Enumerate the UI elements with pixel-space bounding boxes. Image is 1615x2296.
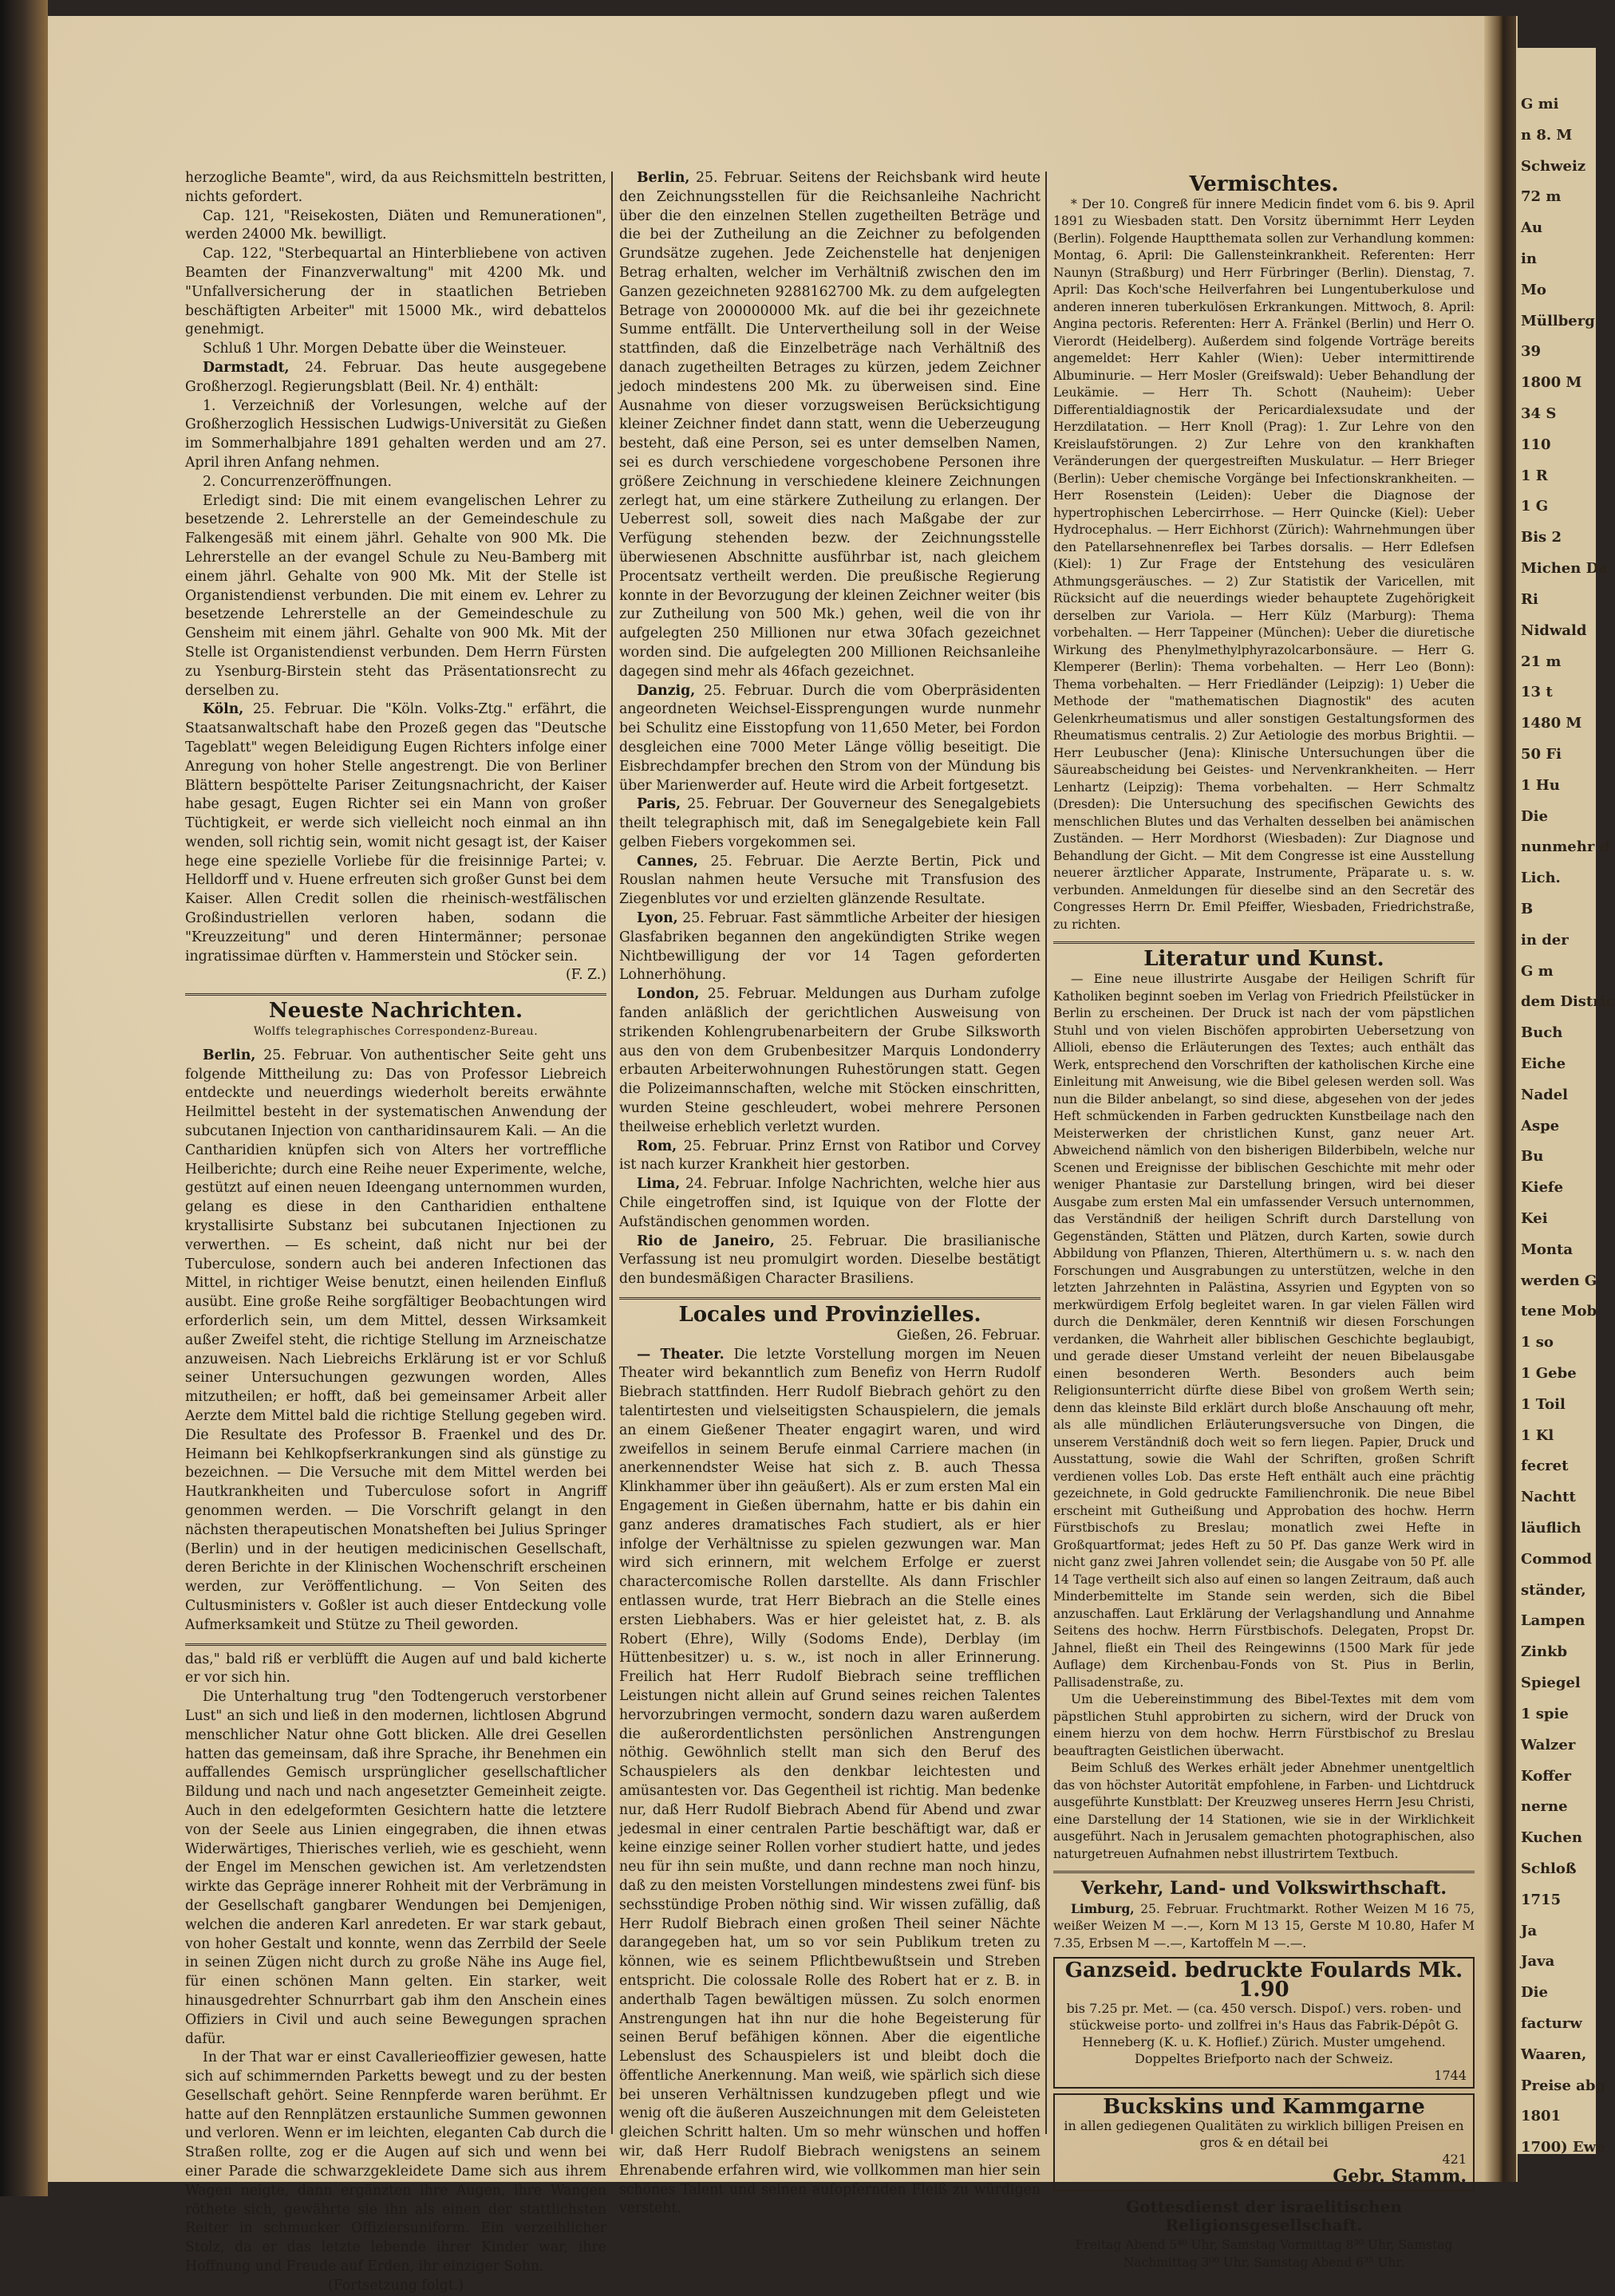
adjacent-page-text: Nachtt xyxy=(1521,1489,1576,1505)
column-rule xyxy=(611,172,613,2134)
adjacent-page-text: 13 t xyxy=(1521,684,1553,700)
adjacent-page-text: nunmehr d xyxy=(1521,838,1610,855)
dateline: London, xyxy=(637,986,700,1003)
source-signature: (F. Z.) xyxy=(566,967,606,984)
adjacent-page-text: Bu xyxy=(1521,1148,1544,1165)
article-text: 25. Februar. Durch die vom Oberpräsidenten angeordneten Weichsel-Eissprengungen wurde nunmehr bei Schulitz eine Eisstopfung von 11,650 Meter, bei Fordon desgleichen eine 7000 Meter Länge völlig beseitigt. Die Eisbrechdampfer brechen den Strom von der Mündung bis über Marienwerder auf. Heute wird die Arbeit fortgesetzt. xyxy=(619,682,1040,794)
adjacent-page-text: 1715 xyxy=(1521,1892,1562,1908)
section-heading: Neueste Nachrichten. xyxy=(268,999,523,1024)
adjacent-page-text: Lich. xyxy=(1521,870,1561,886)
dateline: Lima, xyxy=(637,1176,681,1193)
adjacent-page-text: werden G xyxy=(1521,1272,1597,1289)
news-item-lima xyxy=(619,1175,1040,1232)
section-rule xyxy=(619,1297,1040,1300)
adjacent-page-text: nerne xyxy=(1521,1798,1568,1815)
adjacent-page-text: 21 m xyxy=(1521,653,1562,670)
dateline: Danzig, xyxy=(637,682,696,699)
dateline: Köln, xyxy=(203,701,244,718)
article-text: * Der 10. Congreß für innere Medicin findet vom 6. bis 9. April 1891 zu Wiesbaden statt. Den Vorsitz übernimmt Herr Leyden (Berlin). Folgende Hauptthemata sollen zur Verhandlung kommen: Montag, 6. April: Die Gallensteinkrankheit. Referenten: Herr Naunyn (Straßburg) und Herr Fürbringer (Berlin). Dienstag, 7. April: Das Koch'sche Heilverfahren bei Lungentuberkulose und anderen inneren tuberkulösen Erkrankungen. Mittwoch, 8. April: Angina pectoris. Referenten: Herr A. Fränkel (Berlin) und Herr O. Vierordt (Heidelberg). Außerdem sind folgende Vorträge bereits angemeldet: Herr Kahler (Wien): Ueber intermittirende Albuminurie. — Herr Mosler (Greifswald): Ueber Behandlung der Leukämie. — Herr Th. Schott (Nauheim): Ueber Differentialdiagnostik der Pericardialexsudate und der Herzdilatation. — Herr Knoll (Prag): 1. Zur Lehre von den Kreislaufstörungen. 2) Zur Lehre von den krankhaften Veränderungen der quergestreiften Muskulatur. — Herr Brieger (Berlin): Ueber chemische Vorgänge bei Infectionskrankheiten. — Herr Rosenstein (Leiden): Ueber die Diagnose der hypertrophischen Lebercirrhose. — Herr Quincke (Kiel): Ueber Hydrocephalus. — Herr Eichhorst (Zürich): Wahrnehmungen über den Patellarsehnenreflex bei Tarbes dorsalis. — Herr Edlefsen (Kiel): 1) Zur Frage der Entstehung des vesiculären Athmungsgeräusches. — 2) Zur Statistik der Varicellen, mit Rücksicht auf die neuerdings wieder behauptete Zugehörigkeit derselben zur Variola. — Herr Külz (Marburg): Thema vorbehalten. — Herr Tappeiner (München): Ueber die diuretische Wirkung des Phenylmethylphyrazolcarbonsäure. — Herr G. Klemperer (Berlin): Thema vorbehalten. — Herr Leo (Bonn): Thema vorbehalten. — Herr Friedländer (Leipzig): 1) Ueber die Methode der "mathematischen Diagnostik" des acuten Gelenkrheumatismus und aller sonstigen Gestaltungsformen des Rheumatismus centralis. 2) Zur Aetiologie des morbus Brightii. — Herr Leubuscher (Jena): Klinische Untersuchungen über die Säureabscheidung bei Geistes- und Nervenkrankheiten. — Herr Lenhartz (Leipzig): Thema vorbehalten. — Herr Schmaltz (Dresden): Die Untersuchung des specifischen Gewichts des menschlichen Blutes und das Verhalten desselben bei anämischen Zuständen. — Herr Mordhorst (Wiesbaden): Zur Diagnose und Behandlung der Gicht. — Mit dem Congresse ist eine Ausstellung neuerer ärztlicher Apparate, Instrumente, Präparate u. s. w. verbunden. Anmeldungen für dieselbe sind an den Secretär des Congresses Herrn Dr. Emil Pfeiffer, Wiesbaden, Friedrichstraße, zu richten. xyxy=(1053,196,1475,932)
adjacent-page-text: 39 xyxy=(1521,343,1542,360)
news-item-berlin xyxy=(619,169,1040,682)
dateline: Rio de Janeiro, xyxy=(637,1233,775,1249)
service-times: Freitag Abend 5⁴⁰ Uhr, Samstag Vormittag 8³⁰ Uhr, Samstag Nachmittag 3⁰⁰ Uhr, Samstag Abend 6³⁵ Uhr. xyxy=(1075,2238,1453,2270)
market-report xyxy=(1053,1900,1475,1953)
adjacent-page-text: 110 xyxy=(1521,436,1551,453)
adjacent-page-text: 1801 xyxy=(1521,2108,1562,2124)
advertisement-foulards xyxy=(1053,1957,1475,2089)
dateline: — Theater. xyxy=(637,1346,725,1363)
news-item-paris xyxy=(619,795,1040,852)
article-text: Die letzte Vorstellung morgen im Neuen Theater wird bekanntlich zum Benefiz von Herrn Rudolf Biebrach stattfinden. Herr Rudolf Biebrach gehört zu den talentirtesten und vielseitigsten Schauspielern, die jemals an einem Gießener Theater engagirt waren, und wird zweifellos in seinem Berufe einmal Carriere machen (in anerkennendster Weise hat sich z. B. auch Thessa Klinkhammer über ihn geäußert). Als er zum ersten Mal ein Engagement in Gießen übernahm, hatte er bis dahin ein ganz anderes dramatisches Fach studiert, als er hier infolge der Verhältnisse zu spielen gezwungen war. Man wird sich erinnern, mit welchem Erfolge er zuerst charactercomische Rollen darstellte. Als dann Frischler entlassen wurde, trat Herr Biebrach an die Stelle eines ersten Liebhabers. Was er hier geleistet hat, z. B. als Robert (Ehre), Willy (Sodoms Ende), Derblay (im Hüttenbesitzer) u. s. w., ist noch in aller Erinnerung. Freilich hat Herr Rudolf Biebrach seine trefflichen Leistungen nicht allein auf Grund seines reichen Talentes hervorzubringen vermocht, sondern dazu waren außerdem die außerordentlichsten persönlichen Anstrengungen nöthig. Gewöhnlich stellt man sich den Beruf des Schauspielers als den denkbar leichtesten und amüsantesten vor. Das Gegentheil ist richtig. Man bedenke nur, daß Herr Rudolf Biebrach Abend für Abend und zwar jedesmal in einer centralen Partie beschäftigt war, daß er keine einzige seiner Rollen vorher studiert hatte, und jedes neu für ihn sein mußte, und dann rechne man noch hinzu, daß zu den meisten Vorstellungen mindestens zwei fünf- bis sechsstündige Proben nöthig sind. Wir wissen zufällig, daß Herr Rudolf Biebrach einen großen Theil seiner Nächte darangegeben hat, um so vor sein Publikum treten zu können, wie es seinem Pflichtbewußtsein und Streben entspricht. Die colossale Rolle des Robert hat er z. B. in anderthalb Tagen bewältigen müssen. Zu solch enormen Anstrengungen hat ihn nur die hohe Begeisterung für seinen Beruf befähigen können. Aber die eigentliche Lebenslust des Schauspielers ist und bleibt doch die öffentliche Anerkennung. Man weiß, wie spärlich sich diese bei unseren Verhältnissen kundzugeben pflegt und wie wenig oft die äußeren Auszeichnungen mit dem Geleisteten gleichen Schritt halten. Um so mehr wünschen und hoffen wir, daß Herr Rudolf Biebrach wenigstens an seinem Ehrenabende erfahren wird, wie vollkommen man hier sein schönes Talent und seinen aufopfernden Fleiß zu würdigen versteht. xyxy=(619,1346,1040,2217)
adjacent-page-text: tene Mob xyxy=(1521,1303,1597,1320)
news-item-lyon xyxy=(619,909,1040,985)
article-text: — Eine neue illustrirte Ausgabe der Heiligen Schrift für Katholiken beginnt soeben im Verlag von Friedrich Pfeilstücker in Berlin zu erscheinen. Der Druck ist nach der vom päpstlichen Stuhl und von vielen Bischöfen approbirten Uebersetzung von Allioli, ebenso die Erläuterungen des Textes; auch enthält das Werk, entsprechend den Vorschriften der katholischen Kirche eine Einleitung mit Anweisung, wie die Bibel gelesen werden soll. Was nun die Bilder anbelangt, so sind diese, abgesehen von der jedes Heft schmückenden in Farben gedruckten Kunstbeilage nach den Meisterwerken der christlichen Kunst, ganz neuer Art. Abweichend nämlich von den bisherigen Bilderbibeln, welche nur Scenen und Ereignisse der biblischen Geschichte mit mehr oder weniger Phantasie zur Darstellung bringen, wird bei dieser Ausgabe zum ersten Mal ein umfassender Versuch unternommen, das Verständniß der heiligen Schrift durch Darstellung von Gegenständen, Stätten und Plätzen, durch Karten, sowie durch Abbildung von Pflanzen, Thieren, Alterthümern u. s. w. nach den Forschungen und Ausgrabungen zu unterstützen, welche in den letzten Jahrzehnten in Palästina, Assyrien und Egypten von so merkwürdigem Erfolg begleitet waren. In gar vielen Fällen wird durch die Denkmäler, deren Kenntniß wir diesen Forschungen verdanken, die Wahrheit aller biblischen Geschichte beglaubigt, und gerade dieser Umstand verleiht der neuen Bibelausgabe einen besonderen Werth. Besonders auch beim Religionsunterricht dürfte diese Bibel von großem Werth sein; denn das kleinste Bild erklärt durch bloße Anschauung oft mehr, als alle mündlichen Erläuterungsversuche von Dingen, die unserem Verständniß doch weit so fern liegen. Papier, Druck und Ausstattung, sowie die Wahl der Schriften, großen Schrift verdienen volles Lob. Das erste Heft enthält auch eine prächtig gezeichnete, in Gold gedruckte Familienchronik. Die neue Bibel erscheint mit Gutheißung und Approbation des hochw. Herrn Fürstbischofs zu Breslau; monatlich zwei Hefte in Großquartformat; jedes Heft zu 50 Pf. Das ganze Werk wird in nicht ganz zwei Jahren vollendet sein; die Ausgabe von 50 Pf. alle 14 Tage vertheilt sich also auf einen so langen Zeitraum, daß auch Minderbemittelte im Stande sein werden, sich die Bibel anzuschaffen. Laut Erklärung der Verlagshandlung und Annahme Seitens des hochw. Herrn Fürstbischofs. Delegaten, Propst Dr. Jahnel, fließt ein Theil des Reingewinns (1500 Mark für jede Auflage) dem Kirchenbau-Fonds von St. Pius in Berlin, Pallisadenstraße, zu. xyxy=(1053,972,1475,1690)
adjacent-page-text: 1 Toil xyxy=(1521,1396,1566,1413)
section-subheading: Wolffs telegraphisches Correspondenz-Bureau. xyxy=(253,1025,539,1039)
news-item-rio xyxy=(619,1233,1040,1289)
column-rule xyxy=(1045,172,1047,2134)
news-item-danzig xyxy=(619,682,1040,796)
adjacent-page-text: fecret xyxy=(1521,1458,1569,1474)
article-text: herzogliche Beamte", wird, da aus Reichsmitteln bestritten, nichts gefordert. xyxy=(185,170,606,205)
article-text: Cap. 122, "Sterbequartal an Hinterbliebene von activen Beamten der Finanzverwaltung" mit 4200 Mk. und "Unfallversicherung der in staatlichen Betrieben beschäftigten Arbeiter" mit 15000 Mk., wird debattelos genehmigt. xyxy=(185,246,606,338)
article-text: 25. Februar. Die Aerzte Bertin, Pick und Rouslan nahmen heute Versuche mit Transfusion des Ziegenblutes vor und erzielten glänzende Resultate. xyxy=(619,853,1040,908)
scan-binding-edge xyxy=(0,0,48,2196)
article-text: Erledigt sind: Die mit einem evangelischen Lehrer zu besetzende 2. Lehrerstelle an der Gemeindeschule zu Falkengesäß mit einem jährl. Gehalte von 900 Mk. Die Lehrerstelle an der evangel Schule zu Neu-Bamberg mit einem jährl. Gehalte von 900 Mk. Mit der Stelle ist Organistendienst verbunden. Die mit einem ev. Lehrer zu besetzende Lehrerstelle an der Gemeindeschule zu Gensheim mit einem jährl. Gehalte von 900 Mk. Mit der Stelle ist Organistendienst verbunden. Dem Herrn Fürsten zu Ysenburg-Birstein steht das Präsentationsrecht zu derselben zu. xyxy=(185,492,606,699)
ad-headline: Ganzseid. bedruckte Foulards Mk. 1.90 xyxy=(1064,1959,1463,2002)
article-text: Um die Uebereinstimmung des Bibel-Textes mit dem vom päpstlichen Stuhl approbirten zu sichern, wird der Druck von einem hierzu von dem hochw. Herrn Fürstbischof zu Breslau beauftragten Geistlichen überwacht. xyxy=(1053,1692,1475,1758)
adjacent-page-text: Michen Da xyxy=(1521,560,1608,577)
news-item-darmstadt xyxy=(185,359,606,397)
adjacent-page-text: läuflich xyxy=(1521,1520,1581,1537)
article-text: 25. Februar. Seitens der Reichsbank wird heute den Zeichnungsstellen für die Reichsanleihe Nachricht über die den einzelnen Stellen zugetheilten Beträge und die bei der Zutheilung an die Zeichner zu befolgenden Grundsätze zugehen. Jede Zeichenstelle hat denjenigen Betrag erhalten, welcher im Verhältniß zwischen den im Ganzen gezeichneten 9288162700 Mk. zu dem aufgelegten Betrage von 200000000 Mk. auf die bei ihr gezeichnete Summe entfällt. Die Untervertheilung soll in der Weise stattfinden, daß die Einzelbeträge nach Verhältniß des danach zugetheilten Betrages zu kürzen, jedem Zeichner jedoch mindestens 200 Mk. zu überweisen sind. Eine Ausnahme von dieser vorzugsweisen Berücksichtigung kleiner Zeichner findet dann statt, wenn die Ueberzeugung besteht, daß eine Person, sei es unter demselben Namen, sei es durch verschiedene vorgeschobene Personen ihre größere Zeichnung in verschiedene kleinere Zeichnungen zerlegt hat, um eine stärkere Zutheilung zu erlangen. Der Ueberrest soll, soweit dies nach Maßgabe der zur Verfügung stehenden bezw. der Zeichnungsstelle überwiesenen Abschnitte ausführbar ist, nach gleichem Procentsatz vertheilt werden. Die preußische Regierung konnte in der Bevorzugung der kleinen Zeichner weiter (bis zur Zutheilung von 500 Mk.) gehen, weil die von ihr aufgelegten 250 Millionen nur etwa 30fach gezeichnet worden sind. Die aufgelegten 200 Millionen Reichsanleihe dagegen sind mehr als 46fach gezeichnet. xyxy=(619,170,1040,680)
feuilleton-text: In der That war er einst Cavallerieoffizier gewesen, hatte sich auf schimmernden Parketts bewegt und zu der besten Gesellschaft gehört. Seine Rennpferde waren berühmt. Er hatte auf den Rennplätzen erstaunliche Summen gewonnen und verloren. Wenn er im leichten, eleganten Cab durch die Straßen rollte, zog er die Augen auf sich und wenn bei einer Parade die schwarzgekleidete Dame sich aus ihrem Wagen neigte, dann ergänzten ihre Augen, ihre Wangen röthete sich, gewährte sie ihn als einen der stattlichsten Reiter in schmucker Offiziersuniform. Ein verzeihlicher Stolz, da er das letzte lebende ihrer Kinder war, ihre Hoffnung und Freude auf Erden, ihr einziger Sohn. xyxy=(185,2049,606,2275)
section-heading: Vermischtes. xyxy=(1189,172,1339,196)
news-item-theater xyxy=(619,1346,1040,2219)
feuilleton-text: Die Unterhaltung trug "den Todtengeruch verstorbener Lust" an sich und ließ in den modernen, lichtlosen Abgrund menschlicher Natur ohne Gott blicken. Alle drei Gesellen hatten das gemeinsam, daß ihre Sprache, ihr Benehmen ein auffallendes Gemisch ursprünglicher gesellschaftlicher Bildung und nach und nach angesetzter Gemeinheit zeigte. Auch in den edelgeformten Gesichtern hatte die letztere von der Seele aus Linien eingegraben, die ihnen etwas Widerwärtiges, Thierisches verlieh, wie es geschieht, wenn der Engel im Menschen gewichen ist. Am verletzendsten wirkte das Gepräge innerer Rohheit mit der Verbrämung in der Gesellschaft gangbarer Wendungen bei Demjenigen, welchen die anderen Karl anredeten. Er war stark gebaut, von hoher Gestalt und konnte, wenn das Zerrbild der Seele in seinen Zügen nicht durch zu große Nähe ins Auge fiel, für einen schönen Mann gelten. Ein starker, weit hinausgedrehter Schnurrbart gab ihm den Anschein eines Offiziers in Civil und auch seine Bewegungen sprachen dafür. xyxy=(185,1689,606,2047)
ad-brand: Gebr. Stamm. xyxy=(1333,2165,1467,2187)
adjacent-page-text: Waaren, xyxy=(1521,2046,1587,2063)
ad-text: bis 7.25 pr. Met. — (ca. 450 versch. Dispoſ.) vers. roben- und stückweise porto- und zollfrei in's Haus das Fabrik-Dépôt G. Henneberg (K. u. K. Hoflief.) Zürich. Muster umgehend. Doppeltes Briefporto nach der Schweiz. xyxy=(1066,2000,1462,2066)
feuilleton-text: das," bald riß er verblüfft die Augen auf und bald kicherte er vor sich hin. xyxy=(185,1651,606,1686)
adjacent-page-text: Nadel xyxy=(1521,1087,1568,1103)
adjacent-page-text: Ri xyxy=(1521,591,1538,608)
adjacent-page-text: Preise abg xyxy=(1521,2077,1605,2094)
adjacent-page-text: 1700) Ewe xyxy=(1521,2139,1605,2156)
adjacent-page-text: Monta xyxy=(1521,1241,1573,1258)
article-text: 24. Februar. Infolge Nachrichten, welche hier aus Chile eingetroffen sind, ist Iquique von der Flotte der Aufständischen genommen worden. xyxy=(619,1176,1040,1230)
adjacent-page-text: Spiegel xyxy=(1521,1675,1581,1691)
adjacent-page-text: Ja xyxy=(1521,1923,1538,1939)
column-2 xyxy=(619,169,1040,2219)
adjacent-page-text: G m xyxy=(1521,963,1554,980)
adjacent-page-text: Eiche xyxy=(1521,1055,1566,1072)
section-heading: Verkehr, Land- und Volkswirthschaft. xyxy=(1080,1878,1447,1900)
adjacent-page-text: Mo xyxy=(1521,282,1546,298)
article-text: Schluß 1 Uhr. Morgen Debatte über die Weinsteuer. xyxy=(203,341,567,357)
adjacent-page-text: 72 m xyxy=(1521,188,1562,205)
adjacent-page-text: 1 Hu xyxy=(1521,777,1560,794)
adjacent-page-text: Lampen xyxy=(1521,1612,1585,1629)
adjacent-page-text: Die xyxy=(1521,1984,1548,2001)
continuation-note: (Fortsetzung folgt.) xyxy=(328,2277,464,2294)
article-text: 25. Februar. Fruchtmarkt. Rother Weizen M 16 75, weißer Weizen M —.—, Korn M 13 15, Gerste M 10.80, Hafer M 7.35, Erbsen M —.—, Kartoffeln M —.—. xyxy=(1053,1901,1475,1951)
adjacent-page-text: 1 G xyxy=(1521,498,1549,515)
adjacent-page-text: B xyxy=(1521,901,1534,917)
news-item-cannes xyxy=(619,853,1040,909)
adjacent-page-text: Zinkb xyxy=(1521,1643,1568,1660)
adjacent-page-text: Kuchen xyxy=(1521,1829,1582,1846)
adjacent-page-text: n 8. M xyxy=(1521,127,1573,144)
news-item-london xyxy=(619,985,1040,1137)
section-heading: Gottesdienst der israelitischen Religionsgesellschaft. xyxy=(1126,2196,1402,2235)
section-rule xyxy=(1053,1871,1475,1873)
adjacent-page-text: in xyxy=(1521,251,1537,267)
adjacent-page-text: 1 so xyxy=(1521,1334,1554,1351)
adjacent-page-text: 50 Fi xyxy=(1521,746,1562,763)
section-heading: Locales und Provinzielles. xyxy=(678,1303,981,1327)
dateline: Lyon, xyxy=(637,910,678,927)
adjacent-page-text: 1800 M xyxy=(1521,374,1582,391)
adjacent-page-text: Nidwald xyxy=(1521,622,1587,639)
article-text: 25. Februar. Meldungen aus Durham zufolge fanden anläßlich der gerichtlichen Ausweisung von strikenden Kohlengrubenarbeitern der Grube Silksworth aus den von dem Grubenbesitzer Marquis Londonderry erbauten Arbeiterwohnungen Ruhestörungen statt. Gegen die Polizeimannschaften, welche mit Stöcken einschritten, wurden Steine geschleudert, wobei mehrere Personen theilweise erheblich verletzt wurden. xyxy=(619,986,1040,1135)
adjacent-page-text: Koffer xyxy=(1521,1768,1571,1785)
dateline: Limburg, xyxy=(1071,1900,1135,1916)
section-rule xyxy=(185,1643,606,1646)
adjacent-page-text: Commod xyxy=(1521,1551,1593,1568)
adjacent-page-text: in der xyxy=(1521,932,1569,949)
adjacent-page-fragment xyxy=(1516,48,1615,2156)
ad-headline: Buckskins und Kammgarne xyxy=(1103,2094,1425,2119)
adjacent-page-text: Au xyxy=(1521,219,1543,236)
article-text: 1. Verzeichniß der Vorlesungen, welche auf der Großherzoglich Hessischen Ludwigs-Universität zu Gießen im Sommerhalbjahre 1891 gehalten werden und am 27. April ihren Anfang nehmen. xyxy=(185,397,606,471)
section-rule xyxy=(1053,941,1475,944)
adjacent-page-text: Bis 2 xyxy=(1521,529,1562,546)
article-text: 25. Februar. Von authentischer Seite geht uns folgende Mittheilung zu: Das von Professor Liebreich entdeckte und neuerdings wiederholt bereits erwähnte Heilmittel besteht in der systematischen Anwendung der subcutanen Injection von cantharidinsaurem Kali. — An die Cantharidien knüpfen sich von Alters her vortreffliche Heilberichte; durch eine Reihe neuer Experimente, welche, gestützt auf einen neuen Ideengang unternommen wurden, gelang es diese in den Cantharidien enthaltene krystallisirte Substanz bei subcutanen Injectionen zu verwerthen. — Es scheint, daß nicht nur bei der Tuberculose, sondern auch bei anderen Infectionen das Mittel, in richtiger Weise benutzt, einen heilenden Einfluß ausübt. Eine große Reihe sorgfältiger Beobachtungen wird erforderlich sein, um dem Mittel, dessen Wirksamkeit außer Zweifel steht, die richtige Stellung im Arzneischatze anzuweisen. Nach Liebreichs Erklärung ist er vor Schluß seiner Untersuchungen gezwungen worden, Alles mitzutheilen; er hofft, daß bei gemeinsamer Arbeit aller Aerzte dem Mittel bald die richtige Stellung gegeben wird. Die Resultate des Professor B. Fraenkel und des Dr. Heimann bei Kehlkopfserkrankungen sind als günstige zu bezeichnen. — Die Versuche mit dem Mittel werden bei Hautkrankheiten und Tuberculose sofort in Angriff genommen werden. — Die Vorschrift gelangt in den nächsten therapeutischen Monatsheften bei Julius Springer (Berlin) und in der heutigen medicinischen Gesellschaft, deren Berichte in der Klinischen Wochenschrift erscheinen werden, zur Veröffentlichung. — Von Seiten des Cultusministers v. Goßler ist auch dieser Entdeckung volle Aufmerksamkeit und Stütze zu Theil geworden. xyxy=(185,1047,606,1633)
dateline: Paris, xyxy=(637,796,681,813)
dateline: Berlin, xyxy=(203,1047,256,1063)
article-text: Cap. 121, "Reisekosten, Diäten und Remunerationen", werden 24000 Mk. bewilligt. xyxy=(185,207,606,243)
dateline: Berlin, xyxy=(637,170,690,186)
article-text: 25. Februar. Der Gouverneur des Senegalgebiets theilt telegraphisch mit, daß im Senegalgebiete kein Fall gelben Fiebers vorgekommen sei. xyxy=(619,796,1040,850)
dateline: Cannes, xyxy=(637,853,698,870)
adjacent-page-text: 1 Kl xyxy=(1521,1427,1554,1444)
ad-number: 421 xyxy=(1442,2151,1467,2167)
adjacent-page-text: Die xyxy=(1521,808,1548,825)
adjacent-page-text: Java xyxy=(1521,1953,1555,1970)
adjacent-page-text: Buch xyxy=(1521,1024,1563,1041)
news-item-berlin xyxy=(185,1047,606,1635)
dateline: Darmstadt, xyxy=(203,359,290,376)
adjacent-page-text: Aspe xyxy=(1521,1118,1560,1134)
news-item-rom xyxy=(619,1138,1040,1176)
ad-text: in allen gediegenen Qualitäten zu wirklich billigen Preisen en gros & en détail bei xyxy=(1064,2117,1464,2150)
adjacent-page-text: ständer, xyxy=(1521,1582,1586,1599)
page-gutter xyxy=(1484,16,1516,2182)
ad-number: 1744 xyxy=(1434,2067,1467,2083)
adjacent-page-text: Kei xyxy=(1521,1210,1548,1227)
column-1 xyxy=(185,169,606,2296)
adjacent-page-text: 1 Gebe xyxy=(1521,1365,1577,1382)
adjacent-page-text: Walzer xyxy=(1521,1737,1576,1754)
adjacent-page-text: 1480 M xyxy=(1521,715,1582,732)
section-rule xyxy=(185,993,606,996)
local-dateline: Gießen, 26. Februar. xyxy=(896,1327,1040,1343)
article-text: 2. Concurrenzeröffnungen. xyxy=(203,473,393,490)
column-3 xyxy=(1053,169,1475,2271)
article-text: 25. Februar. Die "Köln. Volks-Ztg." erfährt, die Staatsanwaltschaft habe den Prozeß gegen das "Deutsche Tageblatt" wegen Beleidigung Eugen Richters infolge einer Anregung von hoher Stelle angestrengt. Die von Berliner Blättern bespöttelte Pariser Zeitungsnachricht, der Kaiser habe gesagt, Eugen Richter sei ein Mann von großer Tüchtigkeit, er werde sich vielleicht noch einmal an ihn wenden, soll richtig sein, womit nicht gesagt ist, der Kaiser hege eine spezielle Vorliebe für die freisinnige Partei; v. Helldorff und v. Huene erfreuten sich großer Gunst bei dem Kaiser. Allen Credit sollen die rheinisch-westfälischen Großindustriellen verloren haben, sodann die "Kreuzzeitung" und deren Hintermänner; personae ingratissimae dürften v. Hammerstein und Stöcker sein. xyxy=(185,701,606,965)
dateline: Rom, xyxy=(637,1138,677,1154)
article-text: 24. Februar. Das heute ausgegebene Großherzogl. Regierungsblatt (Beil. Nr. 4) enthält: xyxy=(185,359,606,395)
adjacent-page-text: 1 R xyxy=(1521,467,1548,484)
adjacent-page-text: facturw xyxy=(1521,2015,1582,2032)
adjacent-page-text: 1 spie xyxy=(1521,1706,1569,1722)
adjacent-page-text: Schloß xyxy=(1521,1860,1577,1877)
adjacent-page-text: Schweiz xyxy=(1521,158,1586,175)
news-item-koeln xyxy=(185,700,606,966)
article-text: Beim Schluß des Werkes erhält jeder Abnehmer unentgeltlich das von höchster Autorität empfohlene, in Farben- und Lichtdruck ausgeführte Kunstblatt: Der Kreuzweg unseres Herrn Jesu Christi, eine Darstellung der 14 Stationen, wie sie in der Wirklichkeit ausgeführt. Nach in Jerusalem gemachten photographischen, also naturgetreuen Aufnahmen nebst illustrirtem Textbuch. xyxy=(1053,1761,1475,1861)
adjacent-page-text: G mi xyxy=(1521,96,1559,112)
article-text: 25. Februar. Prinz Ernst von Ratibor und Corvey ist nach kurzer Krankheit hier gestorben. xyxy=(619,1138,1040,1174)
adjacent-page-text: Kiefe xyxy=(1521,1179,1564,1196)
adjacent-page-text: 34 S xyxy=(1521,405,1557,422)
advertisement-buckskins xyxy=(1053,2093,1475,2191)
article-text: 25. Februar. Fast sämmtliche Arbeiter der hiesigen Glasfabriken begannen den angekündigten Strike wegen Nichtbewilligung der vor 14 Tagen geforderten Lohnerhöhung. xyxy=(619,910,1040,984)
adjacent-page-text: dem Distric xyxy=(1521,993,1615,1010)
article-text: 25. Februar. Die brasilianische Verfassung ist neu promulgirt worden. Dieselbe bestätigt den bundesmäßigen Character Brasiliens. xyxy=(619,1233,1040,1288)
section-heading: Literatur und Kunst. xyxy=(1143,947,1384,972)
adjacent-page-text: Müllberg xyxy=(1521,313,1595,329)
